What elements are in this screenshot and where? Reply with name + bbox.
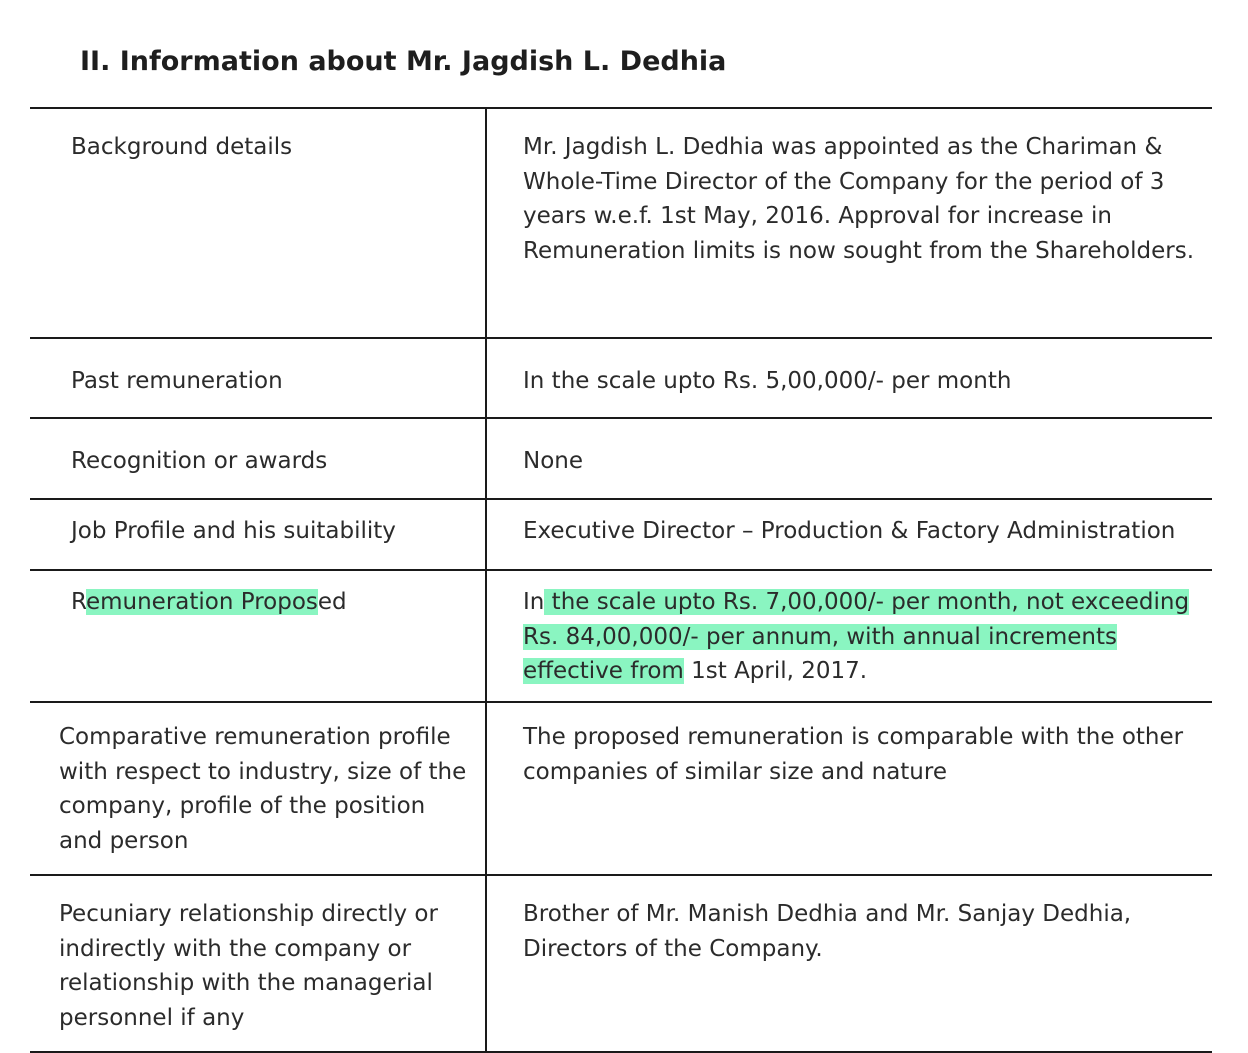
- row-value-cell: [486, 875, 1212, 1052]
- value-text-part: In: [523, 589, 545, 615]
- row-label-cell: [30, 418, 486, 499]
- row-value-cell: [486, 570, 1212, 702]
- table-row-job-profile: [30, 499, 1212, 570]
- row-label: Comparative remuneration profile with respect to industry, size of the company, profile of the position and person: [59, 724, 467, 855]
- row-value: Executive Director – Production & Factory Administration: [523, 518, 1176, 544]
- row-value-cell: [486, 418, 1212, 499]
- highlighted-text: emuneration Propos: [85, 589, 318, 615]
- page-title: II. Information about Mr. Jagdish L. Dedhia: [80, 46, 727, 77]
- row-value: In the scale upto Rs. 5,00,000/- per month: [523, 368, 1012, 394]
- row-value-cell: [486, 702, 1212, 875]
- row-label: Pecuniary relationship directly or indirectly with the company or relationship with the managerial personnel if any: [59, 901, 438, 1032]
- row-value: The proposed remuneration is comparable with the other companies of similar size and nature: [523, 724, 1184, 785]
- row-label: Job Profile and his suitability: [71, 518, 396, 544]
- label-text-part: ed: [317, 589, 347, 615]
- table-row-remuneration-proposed: [30, 570, 1212, 702]
- table-row-recognition: [30, 418, 1212, 499]
- highlighted-text: the scale upto Rs. 7,00,000/- per month, not exceeding Rs. 84,00,000/- per annum, with annual increments effective from: [523, 589, 1190, 685]
- row-value-cell: [486, 108, 1212, 338]
- row-label-cell: [30, 875, 486, 1052]
- row-value-cell: [486, 338, 1212, 418]
- row-label-cell: [30, 338, 486, 418]
- row-value: Brother of Mr. Manish Dedhia and Mr. Sanjay Dedhia, Directors of the Company.: [523, 901, 1132, 962]
- row-label: Past remuneration: [71, 368, 283, 394]
- label-text-part: R: [71, 589, 86, 615]
- table-row-background-details: [30, 108, 1212, 338]
- value-text-part: 1st April, 2017.: [683, 658, 868, 685]
- row-value: Mr. Jagdish L. Dedhia was appointed as the Chariman & Whole-Time Director of the Company for the period of 3 years w.e.f. 1st May, 2016. Approval for increase in Remuneration limits is now sought from the Shareholders.: [523, 134, 1195, 265]
- table-row-pecuniary-relationship: [30, 875, 1212, 1052]
- row-label-cell: [30, 108, 486, 338]
- row-value: None: [523, 448, 584, 474]
- table-row-past-remuneration: [30, 338, 1212, 418]
- row-label: Background details: [71, 134, 293, 160]
- row-label-cell: [30, 702, 486, 875]
- row-value-cell: [486, 499, 1212, 570]
- table-row-comparative-remuneration: [30, 702, 1212, 875]
- row-label: Recognition or awards: [71, 448, 328, 474]
- row-label-cell: [30, 499, 486, 570]
- row-label-cell: [30, 570, 486, 702]
- row-label: [30, 571, 485, 701]
- info-table: [30, 107, 1212, 1053]
- row-value: [487, 571, 1212, 701]
